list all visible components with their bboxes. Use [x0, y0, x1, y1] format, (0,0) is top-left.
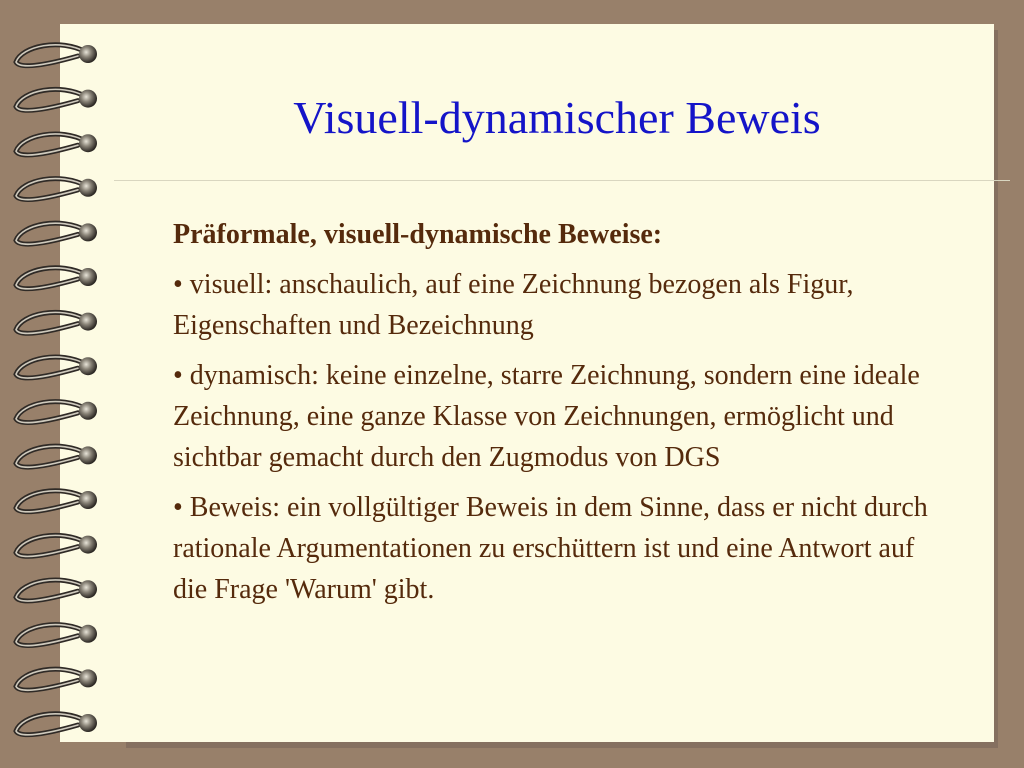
slide-subtitle: Präformale, visuell-dynamische Beweise:	[173, 219, 663, 250]
bullet-beweis: • Beweis: ein vollgültiger Beweis in dem Sinne, dass er nicht durch rationale Argumentationen zu erschüttern ist und eine Antwort auf die Frage 'Warum' gibt.	[173, 492, 928, 605]
spiral-ring	[16, 223, 97, 244]
bullet-dynamisch: • dynamisch: keine einzelne, starre Zeichnung, sondern eine ideale Zeichnung, eine ganze Klasse von Zeichnungen, ermöglicht und sichtbar gemacht durch den Zugmodus von DGS	[173, 360, 920, 473]
spiral-binding-icon	[0, 0, 120, 768]
spiral-ring	[16, 625, 97, 646]
spiral-ring	[16, 446, 97, 467]
spiral-ring	[16, 357, 97, 378]
spiral-ring	[16, 535, 97, 556]
spiral-ring	[16, 714, 97, 735]
slide-body	[173, 214, 943, 619]
slide-title: Visuell-dynamischer Beweis	[293, 92, 821, 143]
spiral-ring	[16, 669, 97, 690]
spiral-ring	[16, 402, 97, 423]
spiral-ring	[16, 312, 97, 333]
spiral-ring	[16, 134, 97, 155]
spiral-ring	[16, 491, 97, 512]
spiral-ring	[16, 45, 97, 66]
spiral-ring	[16, 268, 97, 289]
spiral-ring	[16, 580, 97, 601]
spiral-ring	[16, 179, 97, 200]
bullet-visuell: • visuell: anschaulich, auf eine Zeichnung bezogen als Figur, Eigenschaften und Bezeichnung	[173, 269, 854, 341]
title-divider	[114, 180, 1010, 181]
spiral-ring	[16, 89, 97, 110]
